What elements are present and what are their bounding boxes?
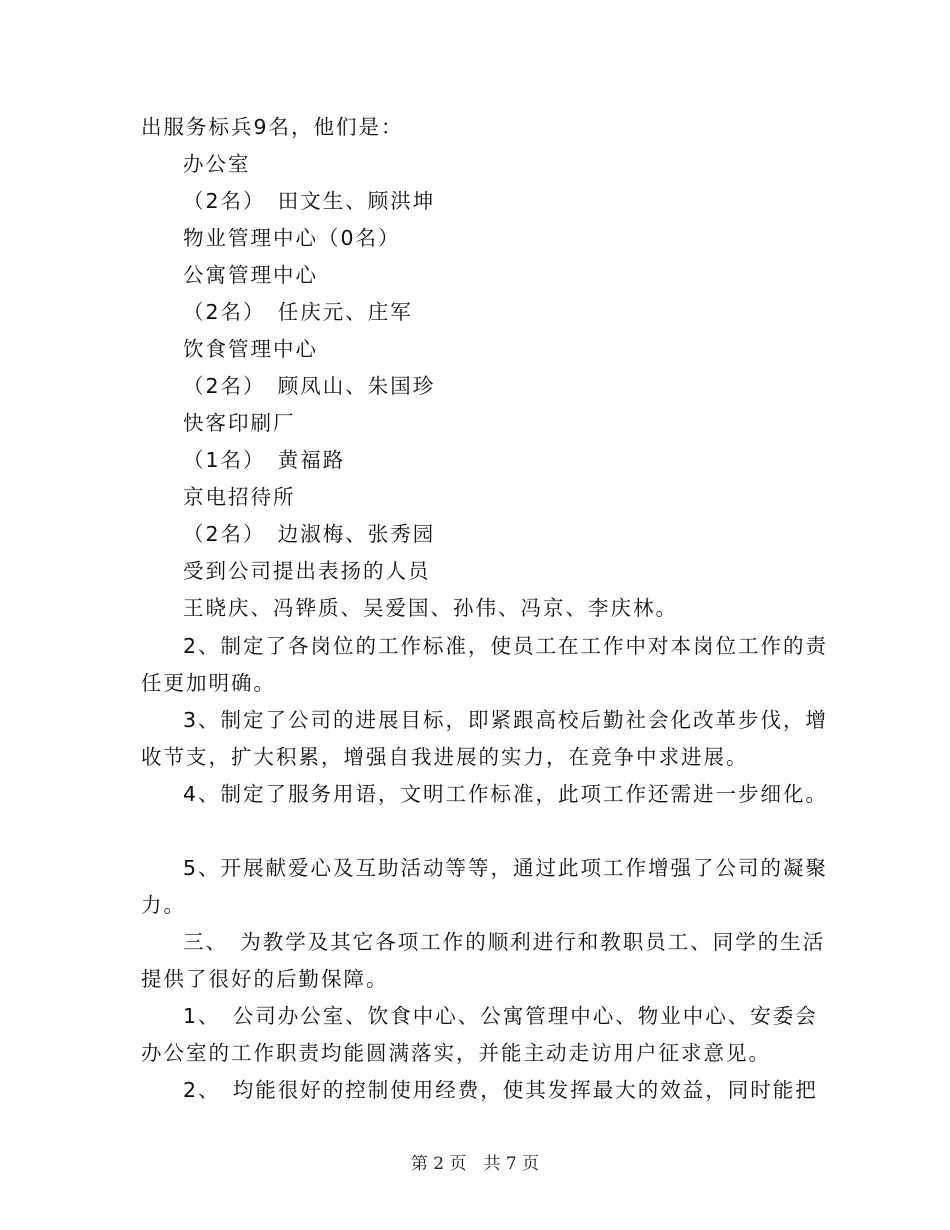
text-line: 3、制定了公司的进展目标，即紧跟高校后勤社会化改革步伐，增 — [183, 708, 829, 732]
text-line: 快客印刷厂 — [183, 411, 296, 435]
text-line: 4、制定了服务用语，文明工作标准，此项工作还需进一步细化。 — [183, 782, 829, 806]
text-line: 2、 均能很好的控制使用经费，使其发挥最大的效益，同时能把 — [183, 1078, 818, 1102]
text-line: 物业管理中心（0名） — [183, 226, 401, 250]
text-line: 受到公司提出表扬的人员 — [183, 559, 431, 583]
text-line: 三、 为教学及其它各项工作的顺利进行和教职员工、同学的生活 — [183, 930, 826, 954]
text-line: （2名） 顾凤山、朱国珍 — [183, 374, 436, 398]
footer-prefix: 第 — [410, 1154, 428, 1174]
text-line: （2名） 边淑梅、张秀园 — [183, 522, 436, 546]
text-line: （2名） 任庆元、庄军 — [183, 300, 413, 324]
page-footer — [0, 1153, 950, 1175]
text-line: （2名） 田文生、顾洪坤 — [183, 189, 436, 213]
footer-total-pages: 7 — [505, 1154, 517, 1174]
text-line: 王晓庆、冯铧质、吴爱国、孙伟、冯京、李庆林。 — [183, 596, 678, 620]
text-line: 京电招待所 — [183, 485, 296, 509]
footer-mid: 页 共 — [449, 1154, 501, 1174]
text-line: 2、制定了各岗位的工作标准，使员工在工作中对本岗位工作的责 — [183, 634, 829, 658]
text-line: 收节支，扩大积累，增强自我进展的实力，在竞争中求进展。 — [141, 745, 749, 769]
text-line: （1名） 黄福路 — [183, 448, 346, 472]
footer-suffix: 页 — [522, 1154, 540, 1174]
text-line: 公寓管理中心 — [183, 263, 318, 287]
text-line: 5、开展献爱心及互助活动等等，通过此项工作增强了公司的凝聚 — [183, 856, 829, 880]
text-line: 出服务标兵9名，他们是： — [141, 115, 404, 139]
text-line: 办公室的工作职责均能圆满落实，并能主动走访用户征求意见。 — [141, 1041, 771, 1065]
text-line: 任更加明确。 — [141, 671, 276, 695]
text-line: 1、 公司办公室、饮食中心、公寓管理中心、物业中心、安委会 — [183, 1004, 818, 1028]
text-line: 饮食管理中心 — [183, 337, 318, 361]
text-line: 力。 — [141, 893, 186, 917]
text-line: 办公室 — [183, 152, 251, 176]
text-line: 提供了很好的后勤保障。 — [141, 967, 389, 991]
footer-current-page: 2 — [433, 1154, 445, 1174]
